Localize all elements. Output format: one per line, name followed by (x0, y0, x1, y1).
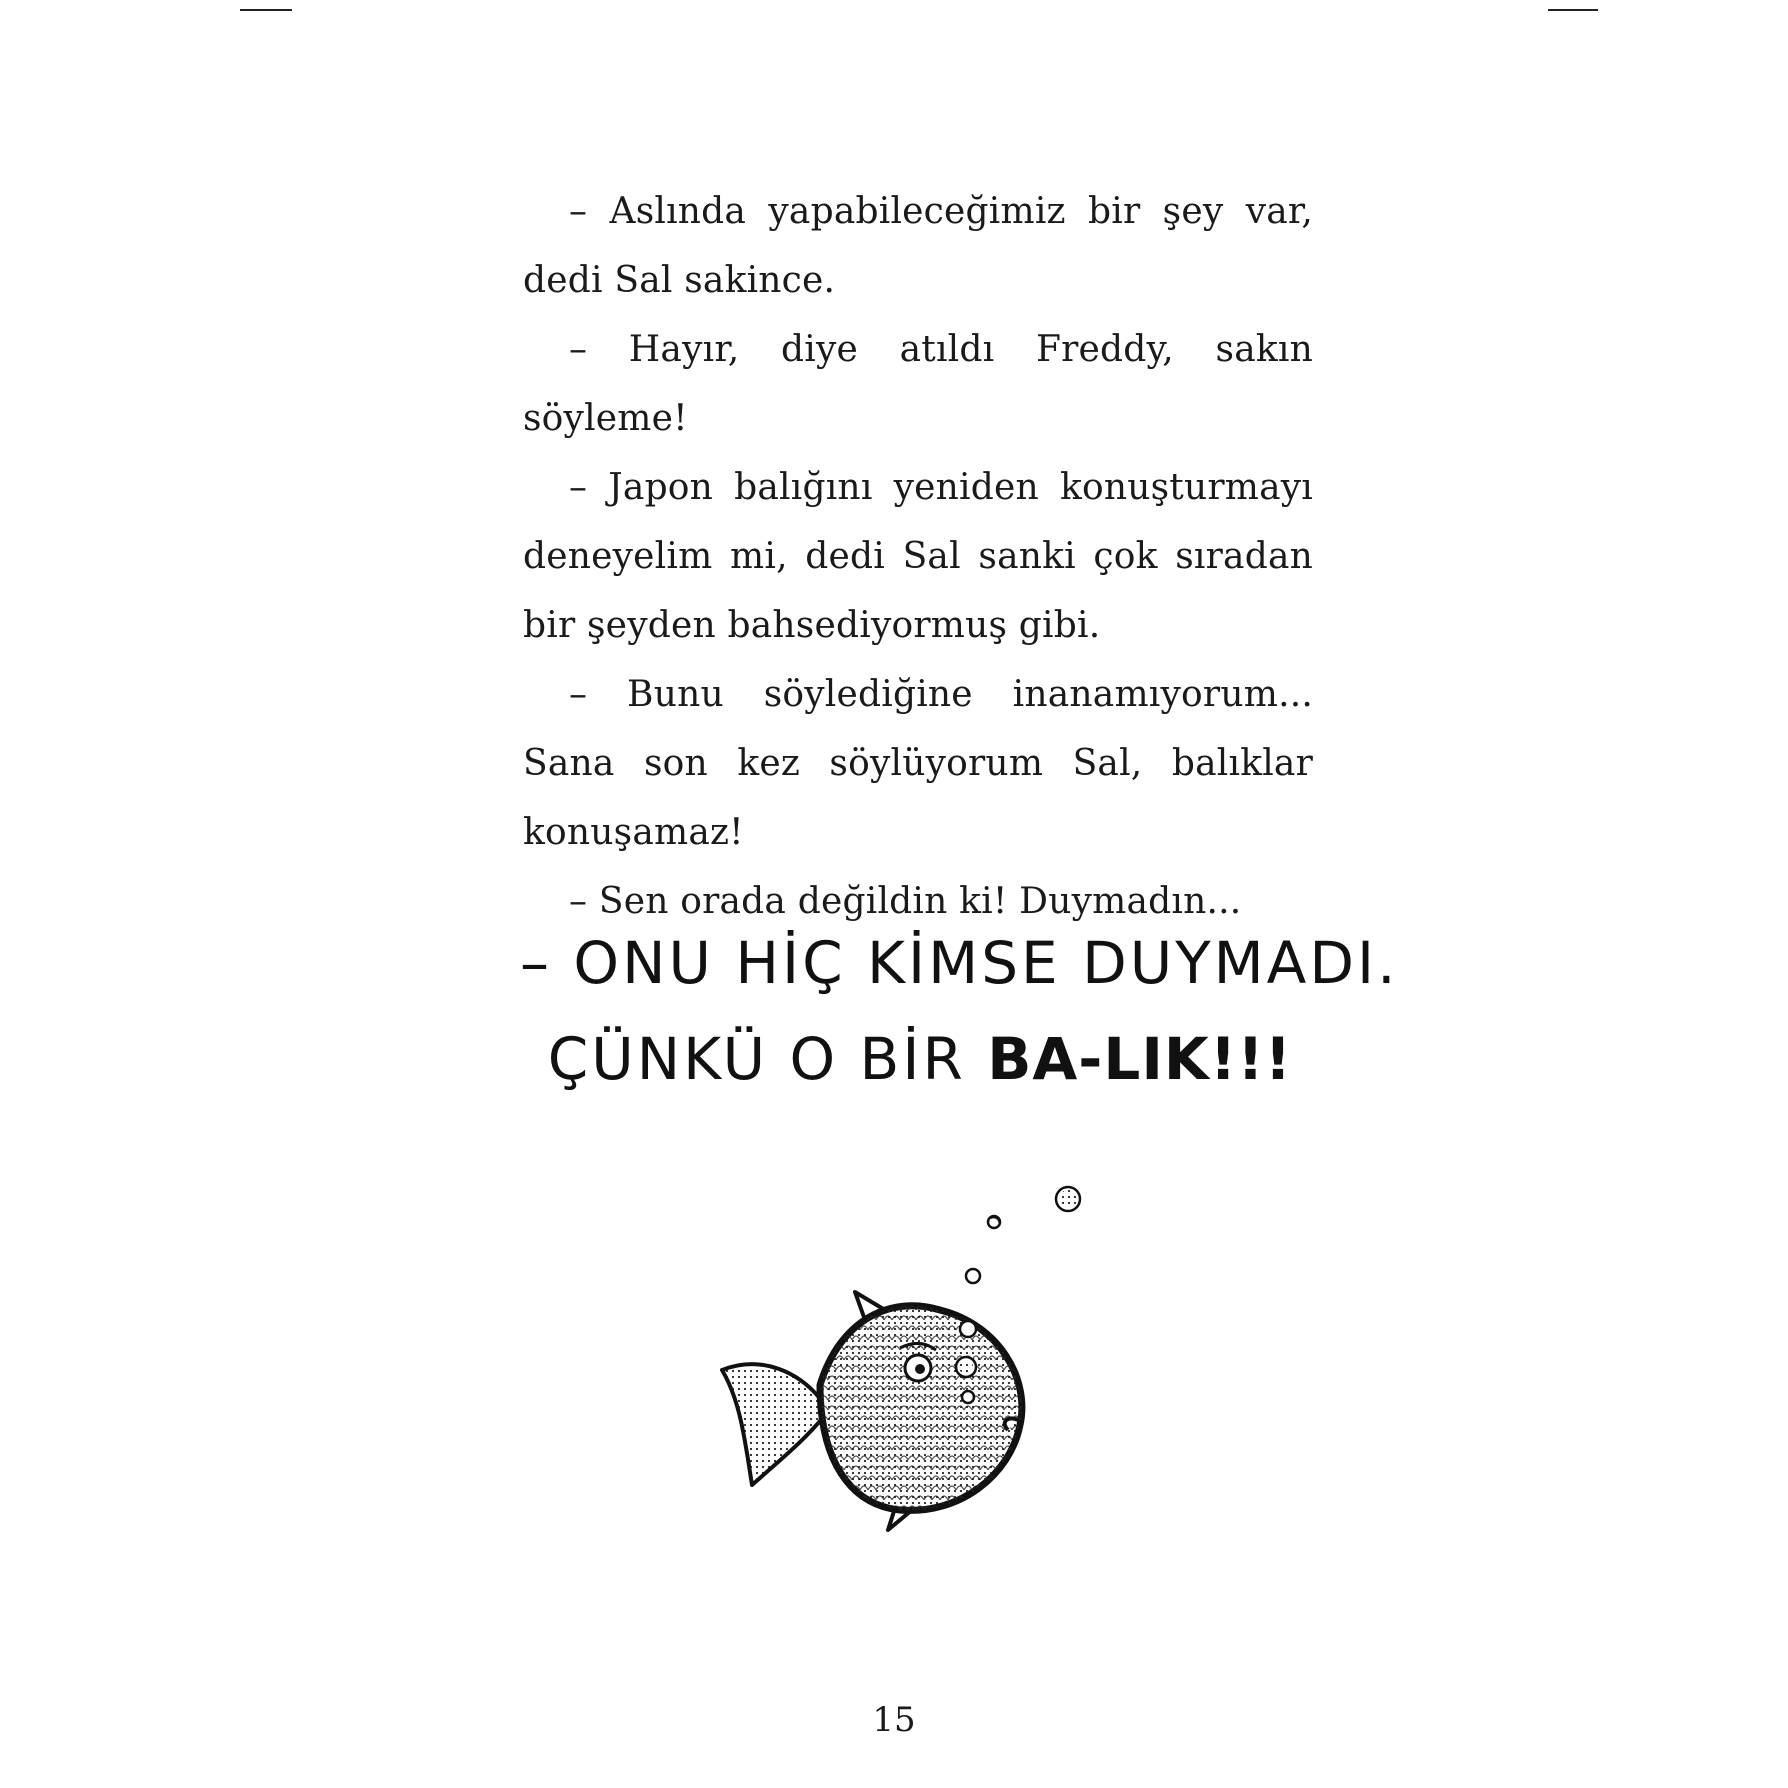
paragraph: – Aslında yapabileceğimiz bir şey var, dedi Sal sakince. (523, 191, 1313, 301)
crop-mark-left (240, 9, 292, 11)
shout-line-1: – ONU HİÇ KİMSE DUYMADI. (520, 929, 1399, 997)
crop-mark-right (1548, 9, 1598, 11)
fish-tail (722, 1364, 825, 1485)
paragraph: – Sen orada değildin ki! Duymadın... (569, 881, 1242, 922)
page-number: 15 (872, 1700, 916, 1740)
shout-line-2-bold: BA-LIK!!! (987, 1025, 1293, 1093)
bubbles (956, 1187, 1080, 1403)
shout-line-2-regular: ÇÜNKÜ O BİR (547, 1025, 966, 1093)
paragraph: – Hayır, diye atıldı Freddy, sakın söyleme! (523, 329, 1313, 439)
fish-body (810, 1290, 1030, 1530)
body-text (523, 177, 1313, 936)
handwritten-shout (520, 915, 1399, 1107)
paragraph: – Bunu söylediğine inanamıyorum... Sana son kez söylüyorum Sal, balıklar konuşamaz! (523, 674, 1313, 853)
fish-with-bubbles-icon (700, 1170, 1100, 1550)
paragraph: – Japon balığını yeniden konuşturmayı deneyelim mi, dedi Sal sanki çok sıradan bir şeyden bahsediyormuş gibi. (523, 467, 1313, 646)
shout-line-2 (520, 1011, 1320, 1107)
